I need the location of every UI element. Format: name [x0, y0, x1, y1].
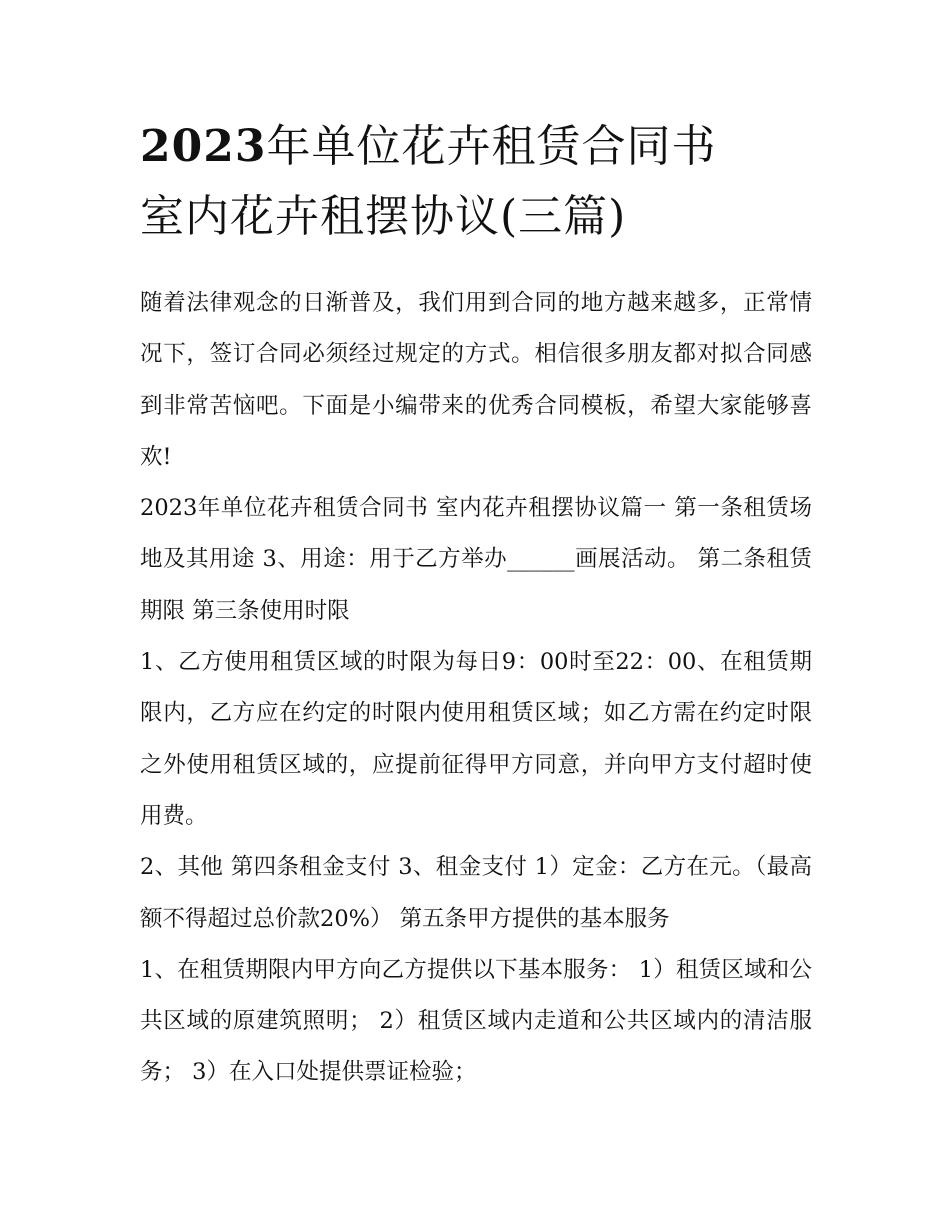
title-line-2: 室内花卉租摆协议(三篇)	[140, 191, 627, 242]
title-line-1-text: 年单位花卉租赁合同书	[266, 121, 717, 172]
paragraph-usage-time: 1、乙方使用租赁区域的时限为每日9：00时至22：00、在租赁期限内，乙方应在约定的时限内使用租赁区域；如乙方需在约定时限之外使用租赁区域的，应提前征得甲方同意，并向甲方支付超时使用费。	[140, 649, 812, 829]
paragraph-article-1: 2023年单位花卉租赁合同书 室内花卉租摆协议篇一 第一条租赁场地及其用途 3、用途：用于乙方举办______画展活动。 第二条租赁期限 第三条使用时限	[140, 495, 812, 624]
document-title	[140, 112, 840, 252]
paragraph-intro: 随着法律观念的日渐普及，我们用到合同的地方越来越多，正常情况下，签订合同必须经过规定的方式。相信很多朋友都对拟合同感到非常苦恼吧。下面是小编带来的优秀合同模板，希望大家能够喜欢!	[140, 290, 812, 470]
paragraph-rent-payment: 2、其他 第四条租金支付 3、租金支付 1）定金：乙方在元。（最高额不得超过总价款20%） 第五条甲方提供的基本服务	[140, 854, 812, 932]
title-line-1	[140, 112, 840, 182]
title-year: 2023	[140, 121, 267, 172]
document-body	[140, 278, 812, 1099]
paragraph-basic-services: 1、在租赁期限内甲方向乙方提供以下基本服务： 1）租赁区域和公共区域的原建筑照明； 2）租赁区域内走道和公共区域内的清洁服务； 3）在入口处提供票证检验；	[140, 956, 812, 1086]
